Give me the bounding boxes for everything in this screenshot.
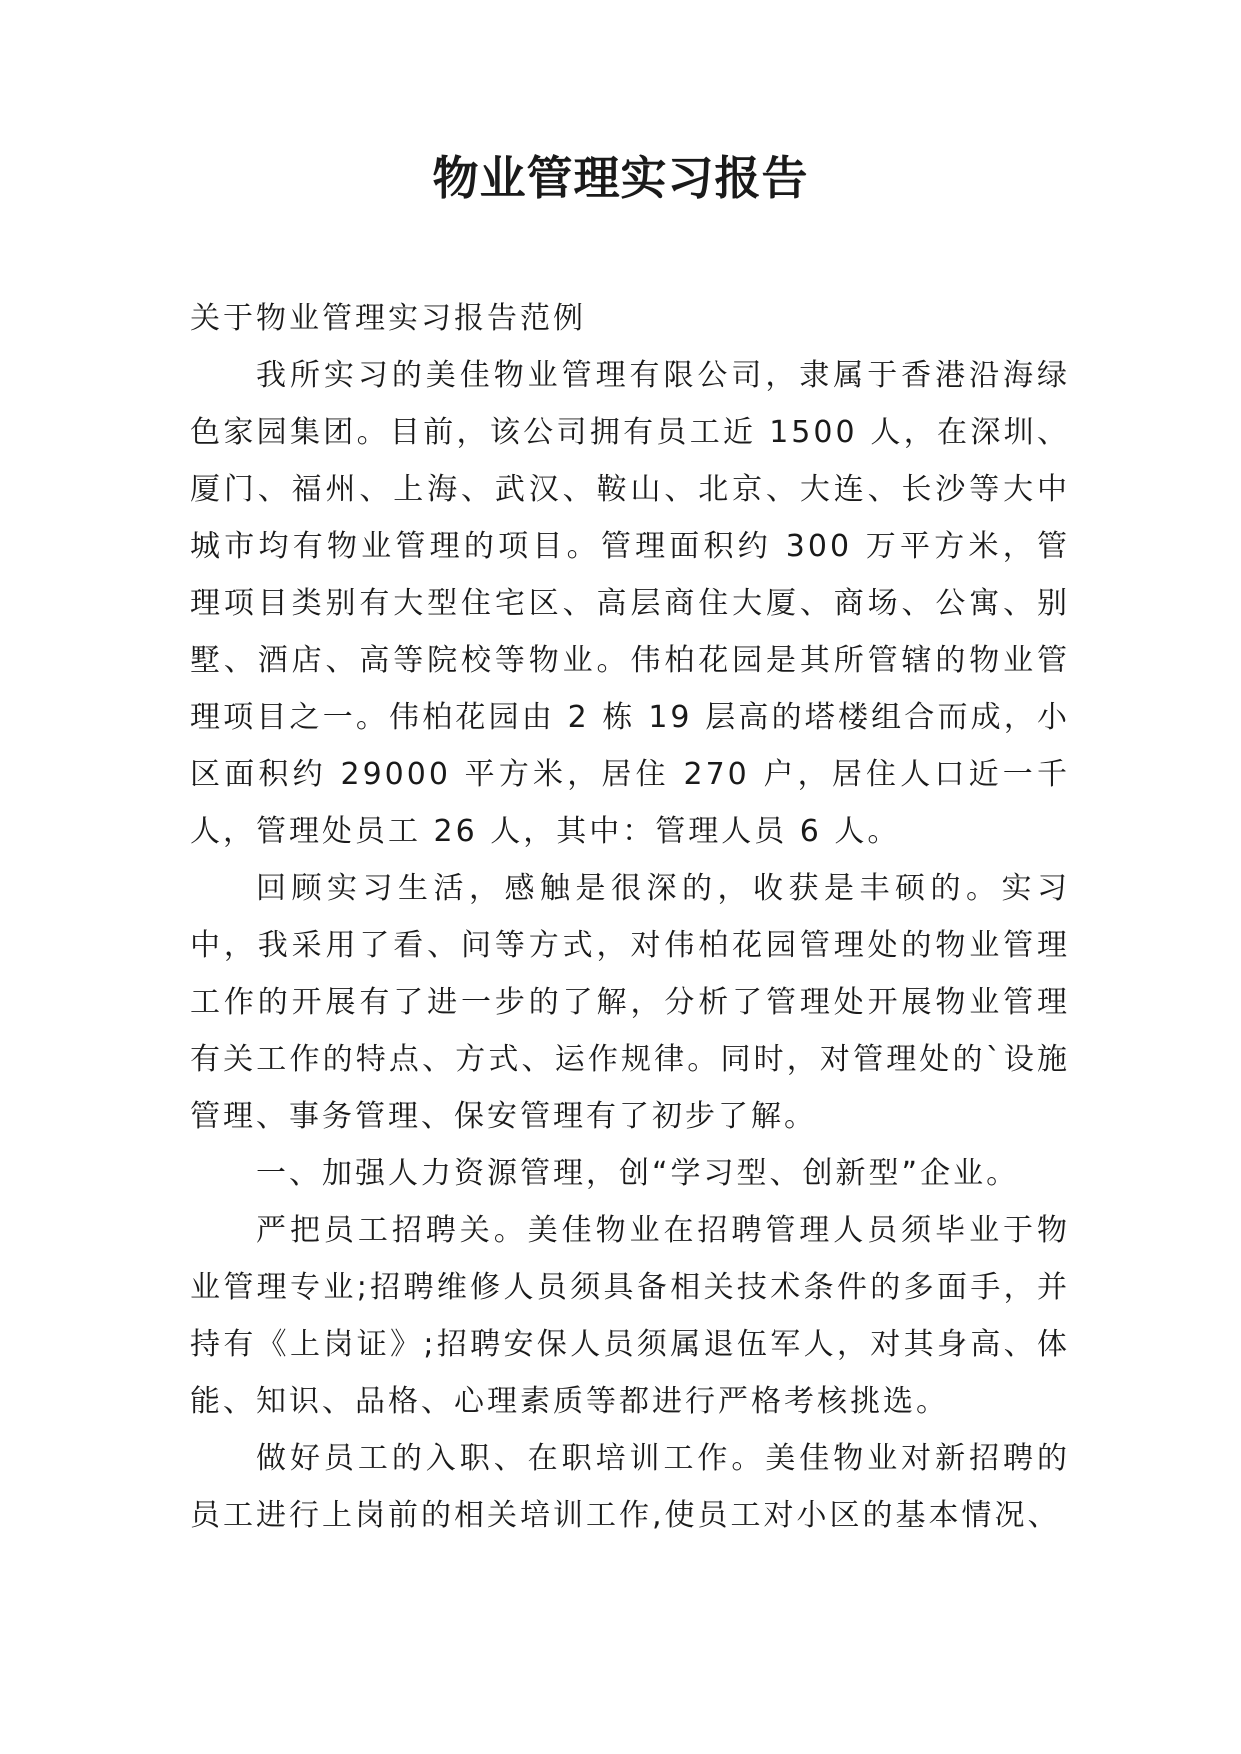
document-body (190, 290, 1070, 1544)
paragraph-training: 做好员工的入职、在职培训工作。美佳物业对新招聘的员工进行上岗前的相关培训工作,使员工对小区的基本情况、 (190, 1441, 1070, 1533)
document-title: 物业管理实习报告 (432, 151, 809, 205)
document-subtitle: 关于物业管理实习报告范例 (190, 301, 586, 336)
paragraph-internship-review: 回顾实习生活，感触是很深的，收获是丰硕的。实习中，我采用了看、问等方式，对伟柏花园管理处的物业管理工作的开展有了进一步的了解，分析了管理处开展物业管理有关工作的特点、方式、运作规律。同时，对管理处的`设施管理、事务管理、保安管理有了初步了解。 (190, 871, 1070, 1134)
paragraph-company-intro: 我所实习的美佳物业管理有限公司，隶属于香港沿海绿色家园集团。目前，该公司拥有员工近 1500 人，在深圳、厦门、福州、上海、武汉、鞍山、北京、大连、长沙等大中城市均有物业管理的项目。管理面积约 300 万平方米，管理项目类别有大型住宅区、高层商住大厦、商场、公寓、别墅、酒店、高等院校等物业。伟柏花园是其所管辖的物业管理项目之一。伟柏花园由 2 栋 19 层高的塔楼组合而成，小区面积约 29000 平方米，居住 270 户，居住人口近一千人，管理处员工 26 人，其中：管理人员 6 人。 (190, 358, 1070, 849)
section-heading-hr-management: 一、加强人力资源管理，创“学习型、创新型”企业。 (256, 1156, 1020, 1191)
paragraph-recruitment: 严把员工招聘关。美佳物业在招聘管理人员须毕业于物业管理专业;招聘维修人员须具备相关技术条件的多面手，并持有《上岗证》;招聘安保人员须属退伍军人，对其身高、体能、知识、品格、心理素质等都进行严格考核挑选。 (190, 1213, 1070, 1419)
